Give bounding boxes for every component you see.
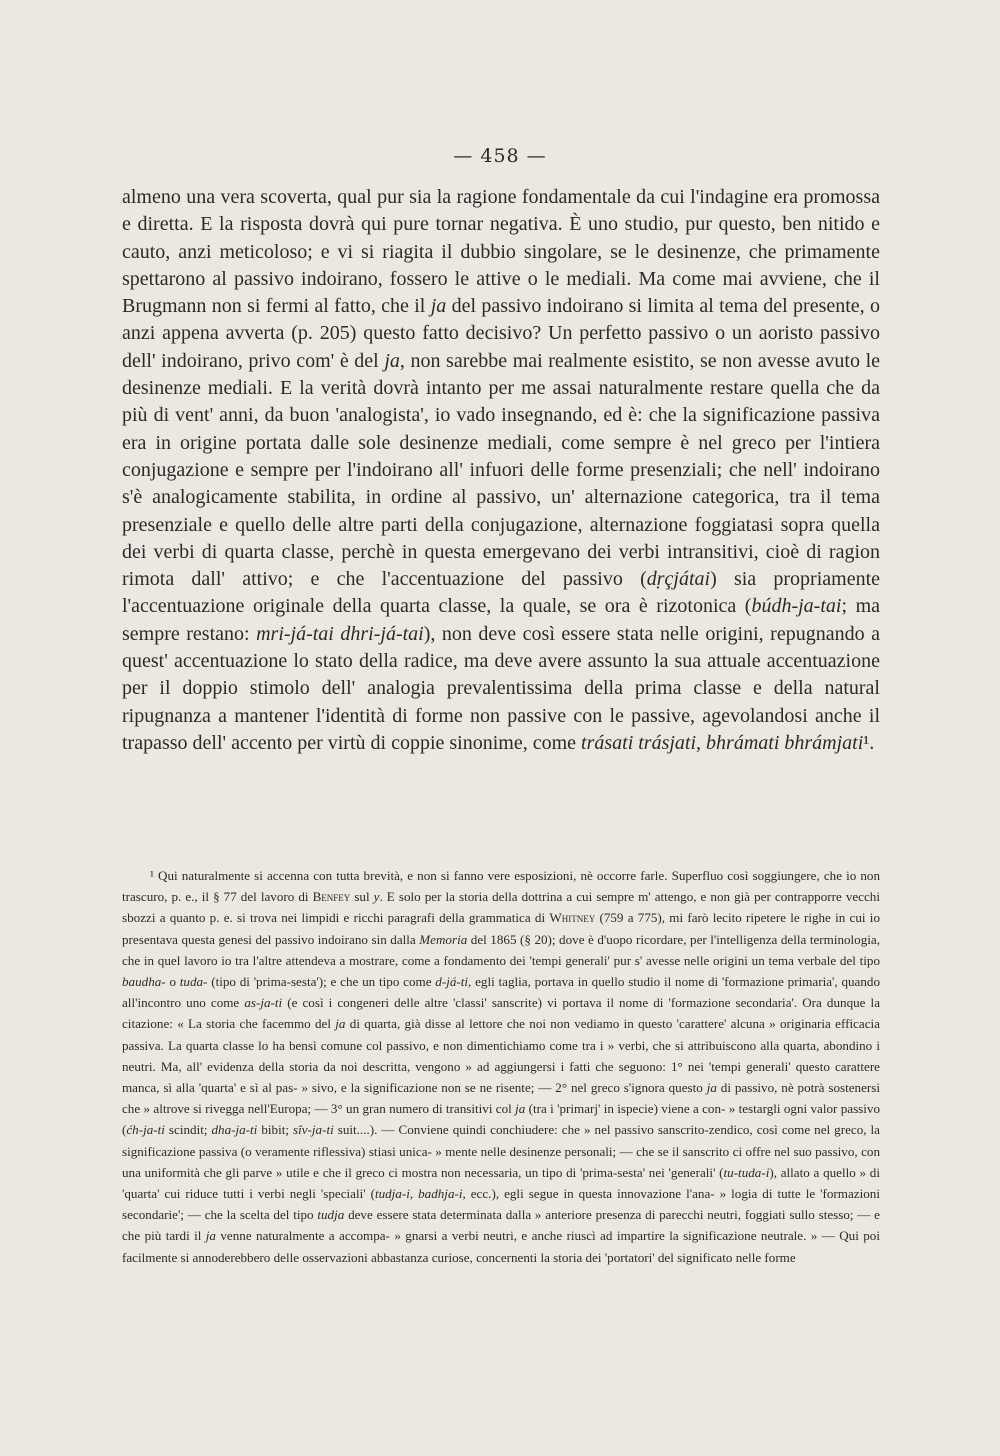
footnote-text-run: del 1865 (§ 20); dove è d'uopo ricordare, per l'intelligenza della terminologia, che in quel lavoro io tra l'altre attendeva a mostrare, come a fondamento dei 'tempi generali' pur s' avesse nelle origini un tema verbale del tipo (122, 931, 880, 968)
footnote-italic-text: dha-ja-ti (211, 1122, 258, 1138)
footnote-italic-text: d-já-ti (435, 974, 469, 990)
body-paragraph (122, 184, 880, 757)
footnote-italic-text: ja (706, 1080, 717, 1096)
footnote-text-run: deve essere stata determinata dalla » anteriore presenza di parecchi neutri, foggiati sullo stesso; — e che più tardi il (122, 1207, 880, 1244)
footnote-text-run: bibit; (257, 1122, 293, 1138)
body-text-run: del passivo indoirano si limita al tema del presente, o anzi appena avverta (p. 205) questo fatto decisivo? Un perfetto passivo o un aoristo passivo dell' indoirano, privo com' è del (122, 295, 880, 372)
footnote-text-run: scindit; (164, 1122, 212, 1138)
footnote-italic-text: ćh-ja-ti (126, 1122, 165, 1138)
body-italic-text: dṛçjátai (646, 568, 711, 591)
footnote-text-run: sul (350, 889, 374, 905)
page-number: — 458 — (453, 145, 547, 167)
body-text-run: almeno una vera scoverta, qual pur sia la ragione fondamentale da cui l'indagine era promossa e diretta. E la risposta dovrà qui pure tornar negativa. È uno studio, pur questo, ben nitido e cauto, anzi meticoloso; e vi si riagita il dubbio singolare, se le desinenze, che primamente spettarono al passivo indoirano, fossero le attive o le mediali. Ma come mai avviene, che il Brugmann non si fermi al fatto, che il (122, 186, 880, 318)
footnote-italic-text: tuda- (179, 974, 208, 990)
footnote-text-run: (tra i 'primarj' in ispecie) viene a con- » testargli ogni valor passivo ( (122, 1101, 880, 1138)
footnote-text-run: , egli taglia, portava in quello studio il nome di 'formazione primaria', quando all'incontro uno come (122, 974, 880, 1011)
footnote-text-run: suit....). — Conviene quindi conchiudere: che » nel passivo sanscrito-zendico, così come nel greco, la significazione passiva (o veramente riflessiva) stiasi unica- » mente nelle desinenze personali; — che se il sanscrito ci offre nel suo passivo, con una uniformità che gli parve » utile e che il greco ci mostra non necessaria, un tipo di 'prima-sesta' nei 'generali' ( (122, 1122, 880, 1180)
footnote-italic-text: ja (335, 1016, 346, 1032)
body-italic-text: trásati trásjati, bhrámati bhrámjati (581, 731, 864, 754)
body-text-run: ), non deve così essere stata nelle origini, repugnando a quest' accentuazione lo stato della radice, ma deve avere assunto la sua attuale accentuazione per il doppio stimolo dell' analogia prevalentissima della prima classe e della natural ripugnanza a mantener l'identità di forme non passive con le passive, agevolandosi anche il trapasso dell' accento per virtù di coppie sinonime, come (122, 622, 880, 754)
footnote-italic-text: ja (205, 1228, 216, 1244)
footnote-text-run: o (165, 974, 180, 990)
footnote-text-run: , ecc.), egli segue in questa innovazione l'ana- » logia di tutte le 'formazioni secondarie'; — che la scelta del tipo (122, 1186, 880, 1223)
footnote-italic-text: sîv-ja-ti (293, 1122, 334, 1138)
footnote-italic-text: tudja (317, 1207, 345, 1223)
footnote-text-run: di passivo, nè potrà sostenersi che » altrove si rivegga nell'Europa; — 3° un gran numero di transitivi col (122, 1080, 880, 1117)
footnote-paragraph (122, 865, 880, 1268)
body-text-run: , non sarebbe mai realmente esistito, se non avesse avuto le desinenze mediali. E la verità dovrà intanto per me assai naturalmente restare quella che da più di vent' anni, da buon 'analogista', io vado insegnando, ed è: che la significazione passiva era in origine portata dalle sole desinenze mediali, come sempre è nel greco per l'intiera conjugazione e sempre per l'indoirano all' infuori delle forme presenziali; che nell' indoirano s'è analogicamente stabilita, in ordine al passivo, un' alternazione categorica, tra il tema presenziale e quello delle altre parti della conjugazione, alternazione foggiatasi sopra quella dei verbi di quarta classe, perchè in questa emergevano dei verbi intransitivi, cioè di ragion rimota dall' attivo; e che l'accentuazione del passivo ( (122, 349, 881, 591)
footnote-italic-text: Memoria (419, 931, 468, 947)
body-italic-text: ja (430, 295, 447, 318)
footnote-text-run: (tipo di 'prima-sesta'); e che un tipo come (207, 974, 436, 990)
body-text-run: ¹. (863, 731, 875, 754)
footnote-italic-text: y (373, 889, 380, 905)
body-text-run: ) sia propriamente l'accentuazione originale della quarta classe, la quale, se ora è rizotonica ( (122, 568, 880, 618)
footnote-text-run: (e così i congeneri delle altre 'classi' sanscrite) vi portava il nome di 'formazione secondaria'. Ora dunque la citazione: « La storia che facemmo del (122, 995, 880, 1032)
footnote-text-run: di quarta, già disse al lettore che noi non vediamo in questo 'carattere' alcuna » originaria efficacia passiva. La quarta classe lo ha bensì comune col passivo, e non dimentichiamo come tra i » verbi, che si attribuiscono alla quarta, abondino i neutri. Ma, all' evidenza della storia da noi descritta, vengono » ad aggiungersi i fatti che seguono: 1° nei 'tempi generali' questo carattere manca, sì alla 'quarta' e sì al pas- » sivo, e la significazione non se ne risente; — 2° nel greco s'ignora questo (122, 1016, 880, 1096)
body-italic-text: búdh-ja-tai (751, 595, 842, 618)
footnote-text-run: venne naturalmente a accompa- » gnarsi a verbi neutri, e anche riuscì ad impartire la significazione neutrale. » — Qui poi facilmente si annoderebbero delle osservazioni abbastanza curiose, concernenti la storia dei 'portatori' del significato nelle forme (122, 1228, 880, 1265)
footnote-italic-text: tudja-i, badhja-i (374, 1186, 463, 1202)
body-italic-text: ja (384, 349, 400, 372)
body-text (122, 184, 880, 757)
body-italic-text: mri-já-tai dhri-já-tai (256, 622, 424, 645)
footnote-italic-text: ja (515, 1101, 526, 1117)
footnote-italic-text: as-ja-ti (244, 995, 283, 1011)
footnote-text-run: ), allato a quello » di 'quarta' cui riduce tutti i verbi negli 'speciali' ( (122, 1164, 880, 1202)
footnote-small-caps-name: Benfey (312, 889, 351, 905)
body-text-run: ; ma sempre restano: (122, 595, 880, 645)
footnote-italic-text: baudha- (122, 974, 166, 990)
footnote-small-caps-name: Whitney (549, 910, 596, 926)
footnote-italic-text: tu-tuda-i (723, 1164, 770, 1180)
footnote (122, 865, 880, 1268)
footnote-text-run: . E solo per la storia della dottrina a cui sempre m' attengo, e non già per contrapporre vecchi sbozzi a quanto p. e. si trova nei limpidi e ricchi paragrafi della grammatica di (122, 889, 880, 926)
footnote-text-run: (759 a 775), mi farò lecito ripetere le righe in cui io presentava questa genesi del passivo indoirano sin dalla (122, 910, 880, 947)
footnote-text-run: ¹ Qui naturalmente si accenna con tutta brevità, e non si fanno vere esposizioni, nè occorre farle. Superfluo così soggiungere, che io non trascuro, p. e., il § 77 del lavoro di (122, 868, 880, 905)
